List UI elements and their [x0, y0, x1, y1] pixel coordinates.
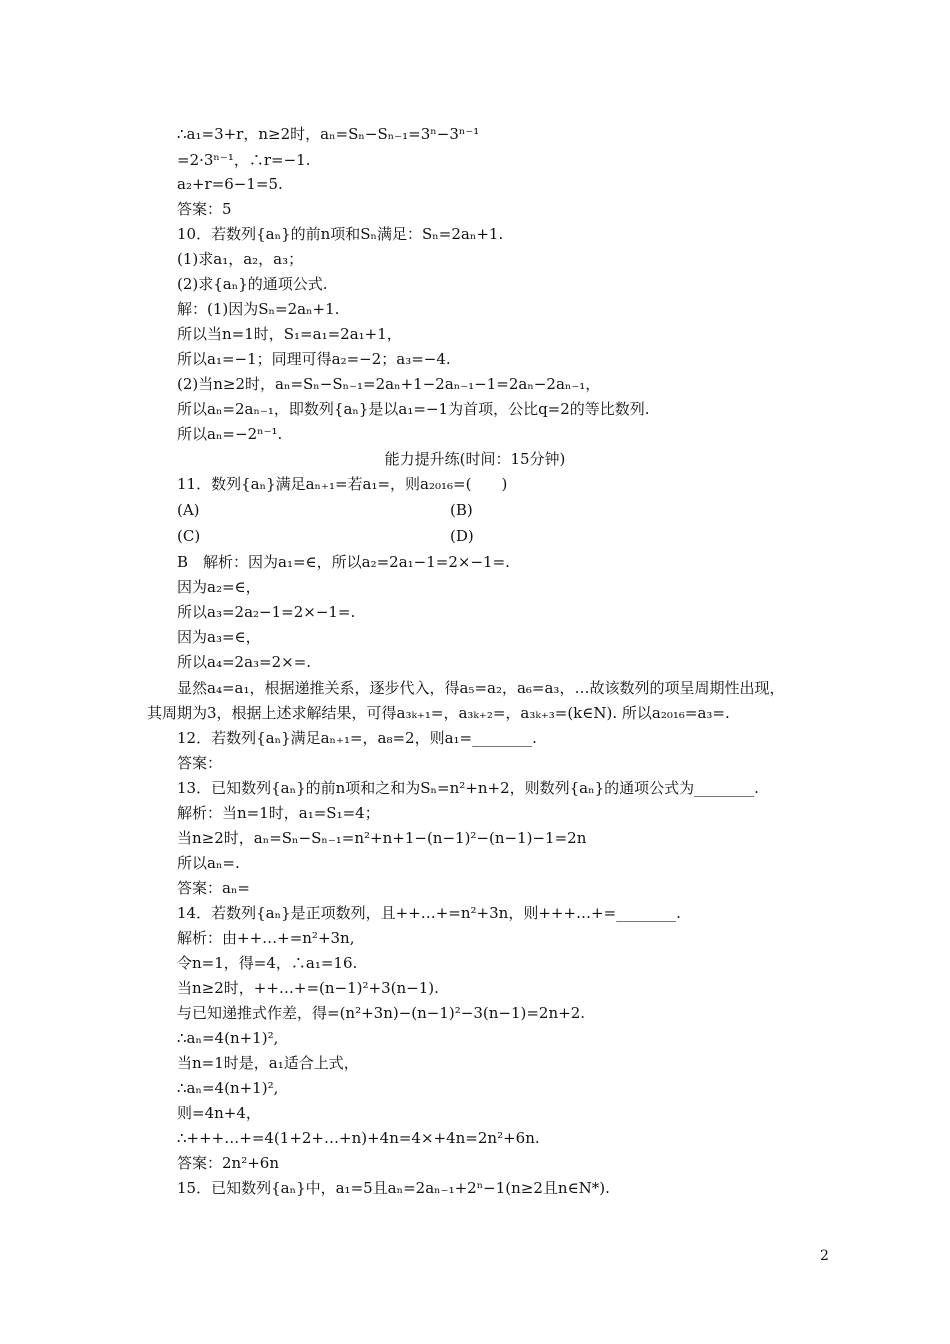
- text-line: =2·3ⁿ⁻¹，∴r=−1.: [177, 151, 311, 169]
- text-line: 解析：由++…+=n²+3n,: [177, 929, 355, 947]
- text-line: 令n=1，得=4，∴a₁=16.: [177, 954, 358, 972]
- text-line: 解析：当n=1时，a₁=S₁=4；: [177, 804, 380, 822]
- option-d: (D): [450, 527, 474, 545]
- text-line: ∴a₁=3+r，n≥2时，aₙ=Sₙ−Sₙ₋₁=3ⁿ−3ⁿ⁻¹: [177, 125, 480, 143]
- text-line: ∴aₙ=4(n+1)²,: [177, 1079, 279, 1097]
- text-line: 因为a₃=∈，: [177, 628, 261, 646]
- text-line: 12．若数列{aₙ}满足aₙ₊₁=，a₈=2，则a₁=________.: [177, 729, 537, 747]
- text-line: a₂+r=6−1=5.: [177, 175, 283, 193]
- text-line: 则=4n+4，: [177, 1104, 261, 1122]
- text-line: ∴+++…+=4(1+2+…+n)+4n=4×+4n=2n²+6n.: [177, 1129, 540, 1147]
- text-line: 13．已知数列{aₙ}的前n项和之和为Sₙ=n²+n+2，则数列{aₙ}的通项公式为________.: [177, 779, 759, 797]
- text-line: 答案：aₙ=: [177, 879, 251, 897]
- text-line: 当n≥2时，++…+=(n−1)²+3(n−1).: [177, 979, 439, 997]
- text-line: 所以a₄=2a₃=2×=.: [177, 653, 312, 671]
- text-line: ∴aₙ=4(n+1)²,: [177, 1029, 279, 1047]
- text-line: B 解析：因为a₁=∈，所以a₂=2a₁−1=2×−1=.: [177, 553, 510, 571]
- text-line: 答案：2n²+6n: [177, 1154, 279, 1172]
- option-c: (C): [177, 527, 201, 545]
- option-b: (B): [450, 501, 473, 519]
- text-line: (2)当n≥2时，aₙ=Sₙ−Sₙ₋₁=2aₙ+1−2aₙ₋₁−1=2aₙ−2aₙ₋₁，: [177, 375, 601, 393]
- text-line: (1)求a₁，a₂，a₃；: [177, 250, 304, 268]
- text-line: 所以aₙ=2aₙ₋₁，即数列{aₙ}是以a₁=−1为首项，公比q=2的等比数列.: [177, 400, 650, 418]
- text-line: 所以aₙ=.: [177, 854, 240, 872]
- section-title: 能力提升练(时间：15分钟): [384, 450, 566, 468]
- option-a: (A): [177, 501, 200, 519]
- text-line: 显然a₄=a₁，根据递推关系，逐步代入，得a₅=a₂，a₆=a₃，…故该数列的项呈周期性出现，: [177, 679, 785, 697]
- text-line: 所以a₁=−1；同理可得a₂=−2；a₃=−4.: [177, 350, 451, 368]
- text-line: 15．已知数列{aₙ}中，a₁=5且aₙ=2aₙ₋₁+2ⁿ−1(n≥2且n∈N*).: [177, 1179, 610, 1197]
- text-line: 与已知递推式作差，得=(n²+3n)−(n−1)²−3(n−1)=2n+2.: [177, 1004, 586, 1022]
- text-line: 答案：: [177, 754, 223, 772]
- text-line: 所以aₙ=−2ⁿ⁻¹.: [177, 425, 283, 443]
- text-line: 当n≥2时，aₙ=Sₙ−Sₙ₋₁=n²+n+1−(n−1)²−(n−1)−1=2n: [177, 829, 587, 847]
- text-line: (2)求{aₙ}的通项公式.: [177, 275, 328, 293]
- text-line: 所以a₃=2a₂−1=2×−1=.: [177, 603, 356, 621]
- question-11-stem: 11．数列{aₙ}满足aₙ₊₁=若a₁=，则a₂₀₁₆=( ): [177, 475, 508, 493]
- text-line: 其周期为3，根据上述求解结果，可得a₃ₖ₊₁=，a₃ₖ₊₂=，a₃ₖ₊₃=(k∈N). 所以a₂₀₁₆=a₃=.: [147, 704, 730, 722]
- text-line: 所以当n=1时，S₁=a₁=2a₁+1，: [177, 325, 402, 343]
- text-line: 当n=1时是，a₁适合上式，: [177, 1054, 359, 1072]
- page-number: 2: [820, 1248, 829, 1264]
- text-line: 14．若数列{aₙ}是正项数列，且++…+=n²+3n，则+++…+=________.: [177, 904, 681, 922]
- text-line: 解：(1)因为Sₙ=2aₙ+1.: [177, 300, 340, 318]
- text-line: 因为a₂=∈，: [177, 578, 261, 596]
- text-line: 10．若数列{aₙ}的前n项和Sₙ满足：Sₙ=2aₙ+1.: [177, 225, 504, 243]
- text-line: 答案：5: [177, 200, 232, 218]
